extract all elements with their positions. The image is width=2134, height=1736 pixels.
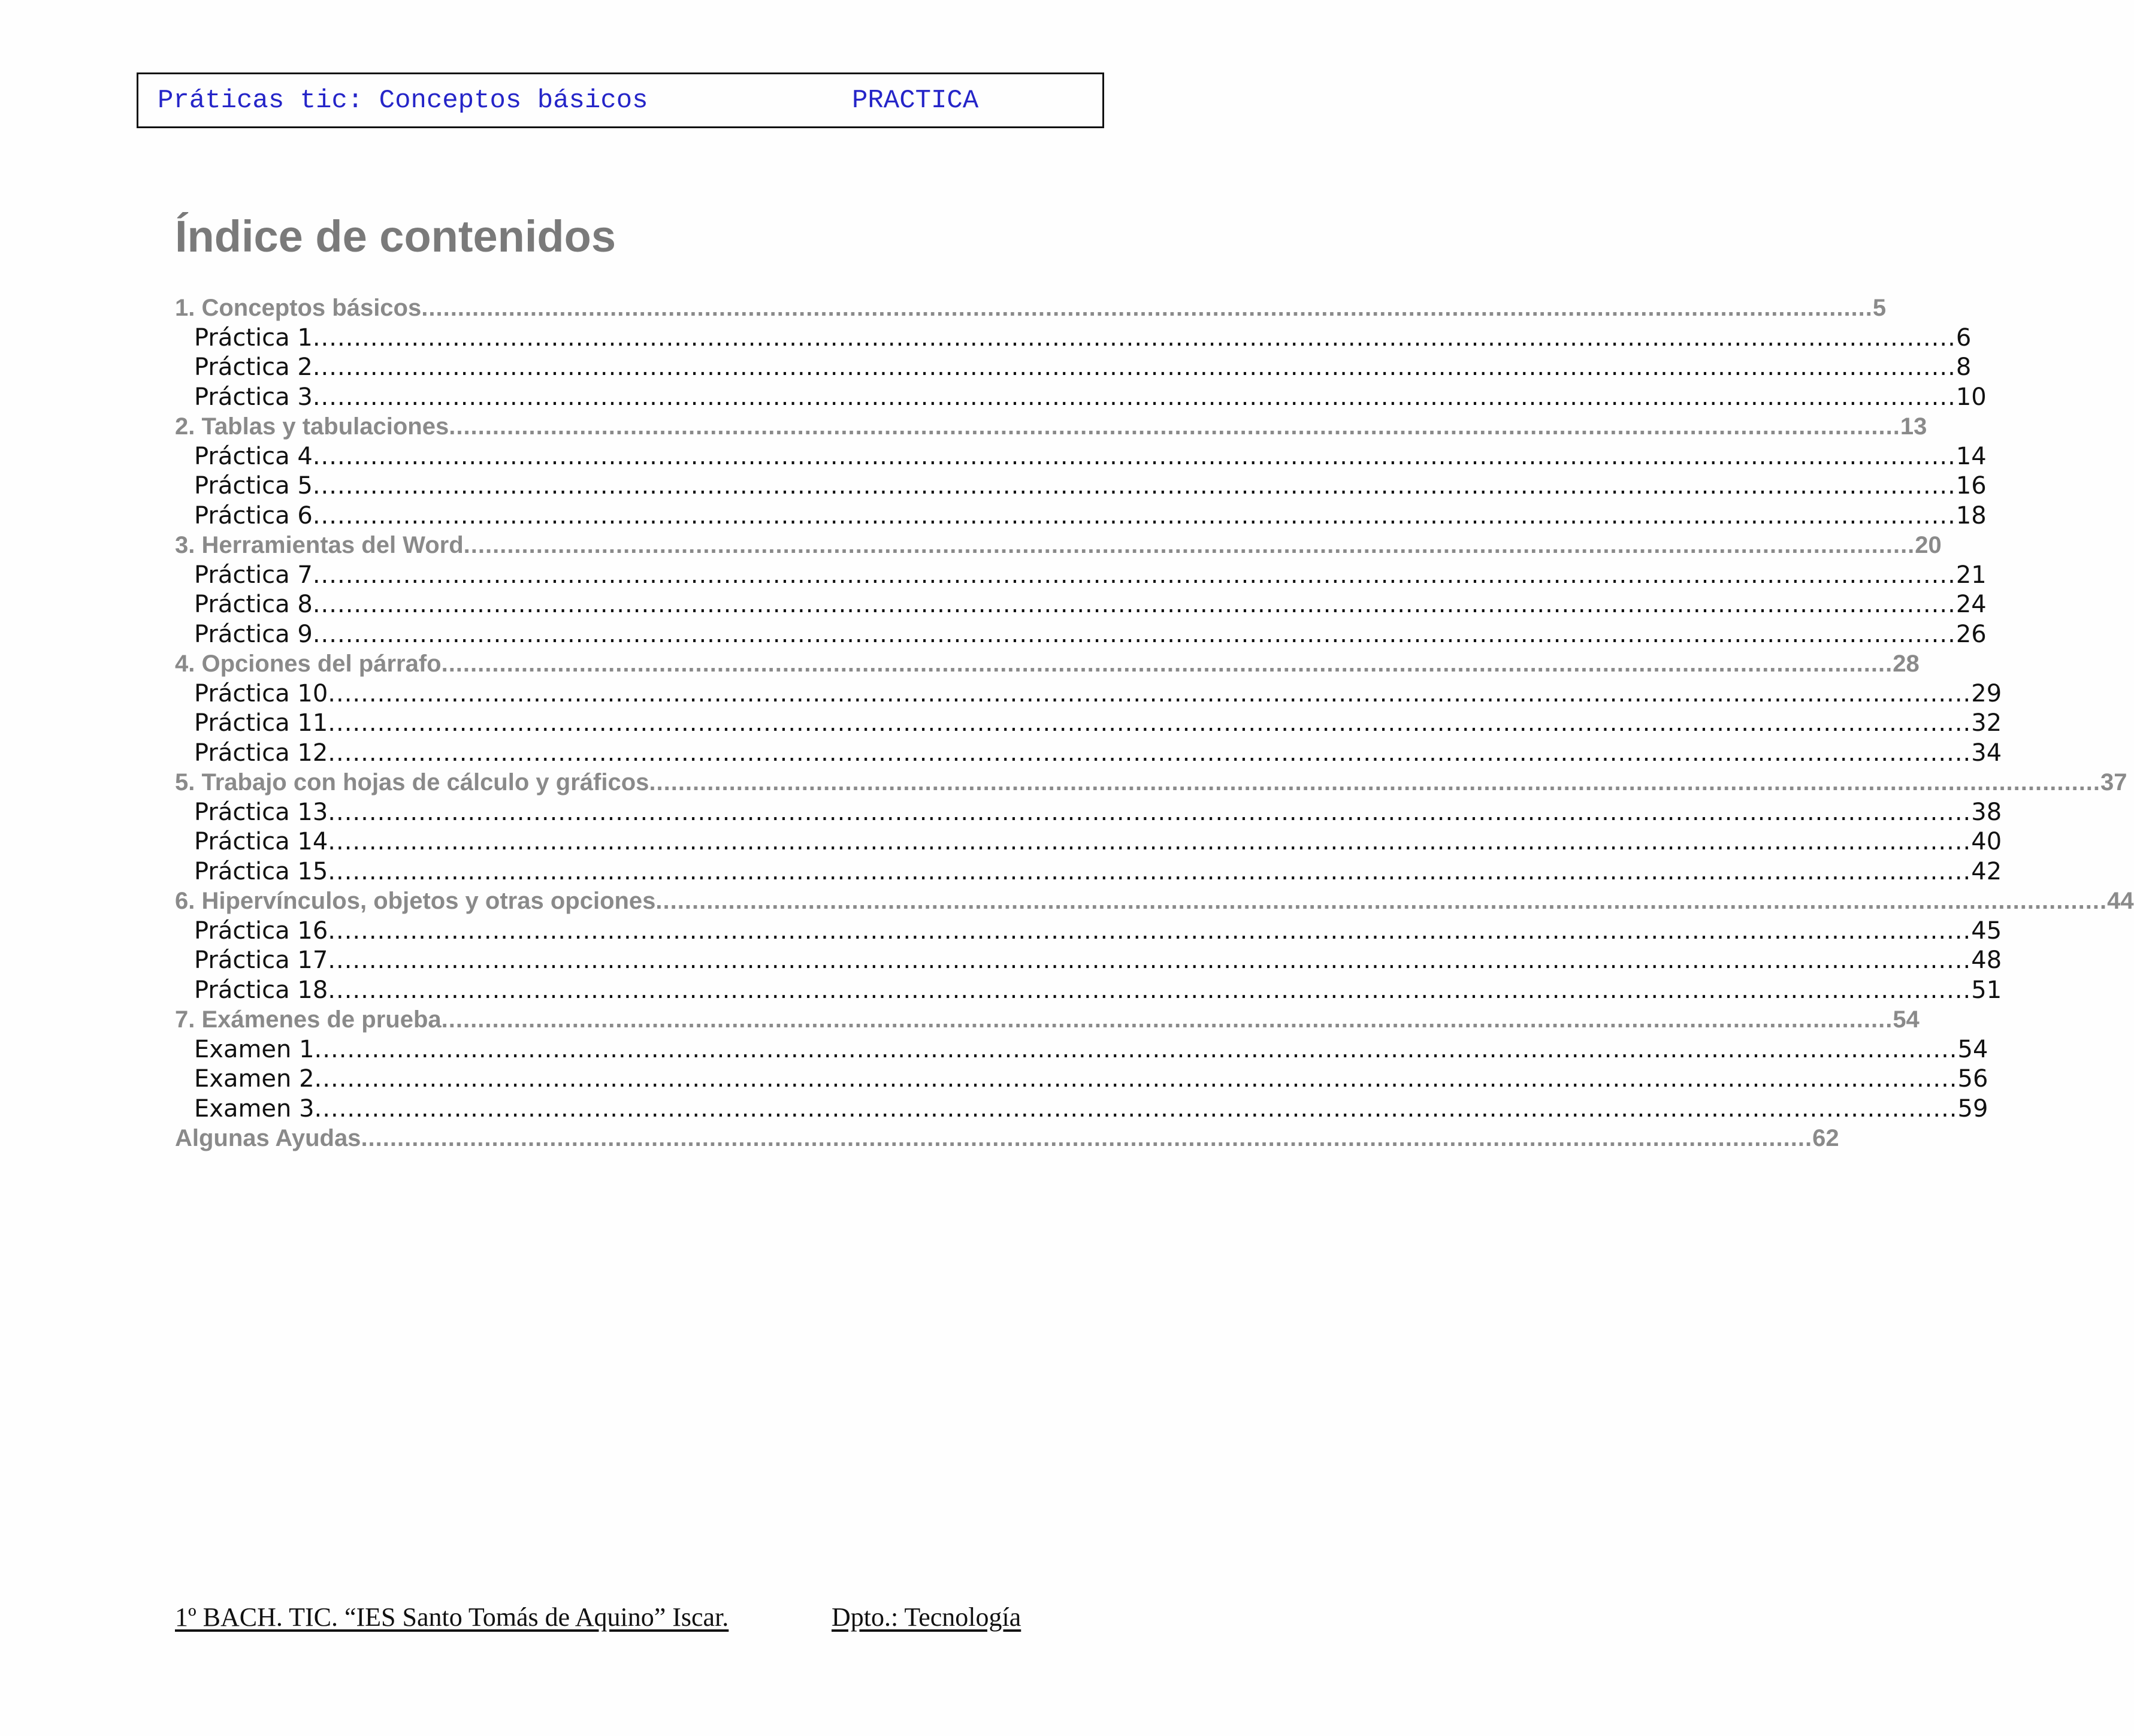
toc-subsection-entry[interactable] — [175, 709, 2002, 739]
toc-entry-page: 44 — [2107, 888, 2134, 914]
toc-entry-page: 8 — [1955, 353, 1972, 381]
toc-dot-leader: ........................................................................................................................................................................................................ — [312, 472, 1956, 500]
toc-entry-label: Práctica 17 — [194, 946, 328, 974]
toc-entry-label: 4. Opciones del párrafo — [175, 651, 442, 677]
toc-entry-label: Examen 1 — [194, 1035, 315, 1063]
toc-subsection-entry[interactable] — [175, 353, 1972, 383]
toc-entry-label: Práctica 12 — [194, 739, 328, 767]
toc-entry-label: Práctica 10 — [194, 679, 328, 707]
toc-subsection-entry[interactable] — [175, 976, 2002, 1006]
toc-dot-leader: ........................................................................................................................................................................................................ — [441, 1006, 1893, 1033]
toc-entry-page: 26 — [1955, 620, 1987, 648]
toc-entry-page: 54 — [1893, 1006, 1920, 1033]
toc-dot-leader: ........................................................................................................................................................................................................ — [441, 651, 1893, 677]
toc-dot-leader: ........................................................................................................................................................................................................ — [312, 323, 1956, 352]
toc-subsection-entry[interactable] — [175, 679, 2002, 709]
toc-title: Índice de contenidos — [175, 211, 616, 261]
toc-section-entry[interactable] — [175, 1124, 1839, 1154]
toc-dot-leader: ........................................................................................................................................................................................................ — [328, 946, 1972, 974]
toc-subsection-entry[interactable] — [175, 383, 1987, 413]
toc-section-entry[interactable] — [175, 887, 2134, 917]
toc-entry-page: 56 — [1957, 1065, 1988, 1093]
toc-entry-page: 42 — [1971, 857, 2002, 885]
toc-dot-leader: ........................................................................................................................................................................................................ — [328, 857, 1972, 885]
toc-dot-leader: ........................................................................................................................................................................................................ — [312, 620, 1956, 648]
toc-dot-leader: ........................................................................................................................................................................................................ — [449, 413, 1900, 440]
toc-subsection-entry[interactable] — [175, 1094, 1988, 1124]
toc-entry-page: 28 — [1893, 651, 1920, 677]
toc-dot-leader: ........................................................................................................................................................................................................ — [649, 769, 2101, 796]
toc-section-entry[interactable] — [175, 412, 1927, 442]
toc-dot-leader: ........................................................................................................................................................................................................ — [312, 561, 1956, 589]
toc-entry-label: 7. Exámenes de prueba — [175, 1006, 442, 1033]
toc-entry-page: 18 — [1955, 501, 1987, 530]
toc-subsection-entry[interactable] — [175, 1064, 1988, 1094]
toc-entry-label: Práctica 9 — [194, 620, 313, 648]
toc-entry-page: 40 — [1971, 828, 2002, 855]
toc-entry-label: Práctica 14 — [194, 828, 328, 855]
toc-entry-label: 5. Trabajo con hojas de cálculo y gráficos — [175, 769, 649, 796]
toc-entry-label: 2. Tablas y tabulaciones — [175, 413, 449, 440]
toc-dot-leader: ........................................................................................................................................................................................................ — [314, 1094, 1958, 1123]
toc-dot-leader: ........................................................................................................................................................................................................ — [312, 353, 1956, 381]
toc-subsection-entry[interactable] — [175, 1035, 1988, 1065]
toc-subsection-entry[interactable] — [175, 561, 1987, 591]
toc-subsection-entry[interactable] — [175, 827, 2002, 857]
page-header — [137, 72, 1104, 128]
toc-entry-page: 5 — [1872, 295, 1887, 321]
toc-entry-page: 24 — [1955, 591, 1987, 618]
toc-entry-page: 51 — [1971, 976, 2002, 1004]
toc-dot-leader: ........................................................................................................................................................................................................ — [463, 532, 1915, 558]
toc-entry-label: Práctica 15 — [194, 857, 328, 885]
toc-entry-label: Práctica 11 — [194, 709, 328, 737]
toc-entry-page: 13 — [1900, 413, 1927, 440]
toc-entry-label: Práctica 13 — [194, 798, 328, 826]
table-of-contents — [175, 294, 2134, 1154]
toc-subsection-entry[interactable] — [175, 946, 2002, 976]
toc-dot-leader: ........................................................................................................................................................................................................ — [655, 888, 2108, 914]
toc-entry-page: 48 — [1971, 946, 2002, 974]
toc-subsection-entry[interactable] — [175, 442, 1987, 472]
toc-subsection-entry[interactable] — [175, 501, 1987, 531]
toc-dot-leader: ........................................................................................................................................................................................................ — [312, 383, 1956, 411]
toc-entry-page: 59 — [1957, 1094, 1988, 1123]
toc-entry-page: 38 — [1971, 798, 2002, 826]
toc-dot-leader: ........................................................................................................................................................................................................ — [421, 295, 1873, 321]
toc-entry-page: 16 — [1955, 472, 1987, 500]
toc-dot-leader: ........................................................................................................................................................................................................ — [312, 591, 1956, 618]
toc-entry-label: Práctica 7 — [194, 561, 313, 589]
toc-subsection-entry[interactable] — [175, 857, 2002, 887]
toc-entry-label: Práctica 18 — [194, 976, 328, 1004]
toc-entry-page: 62 — [1812, 1125, 1839, 1151]
toc-dot-leader: ........................................................................................................................................................................................................ — [328, 917, 1972, 945]
toc-dot-leader: ........................................................................................................................................................................................................ — [314, 1035, 1958, 1063]
toc-dot-leader: ........................................................................................................................................................................................................ — [328, 828, 1972, 855]
toc-dot-leader: ........................................................................................................................................................................................................ — [312, 442, 1956, 470]
toc-entry-page: 37 — [2100, 769, 2127, 796]
toc-entry-label: Algunas Ayudas — [175, 1125, 361, 1151]
toc-entry-label: Práctica 16 — [194, 917, 328, 945]
toc-entry-label: 6. Hipervínculos, objetos y otras opciones — [175, 888, 656, 914]
toc-entry-page: 21 — [1955, 561, 1987, 589]
toc-subsection-entry[interactable] — [175, 917, 2002, 946]
toc-subsection-entry[interactable] — [175, 590, 1987, 620]
toc-dot-leader: ........................................................................................................................................................................................................ — [314, 1065, 1958, 1093]
toc-entry-label: Examen 3 — [194, 1094, 315, 1123]
toc-entry-page: 14 — [1955, 442, 1987, 470]
toc-entry-label: Práctica 1 — [194, 323, 313, 352]
toc-entry-page: 20 — [1915, 532, 1942, 558]
toc-subsection-entry[interactable] — [175, 739, 2002, 769]
toc-subsection-entry[interactable] — [175, 620, 1987, 650]
toc-entry-page: 10 — [1955, 383, 1987, 411]
toc-dot-leader: ........................................................................................................................................................................................................ — [361, 1125, 1813, 1151]
toc-entry-page: 54 — [1957, 1035, 1988, 1063]
footer-school: 1º BACH. TIC. “IES Santo Tomás de Aquino” Iscar. — [175, 1602, 729, 1632]
toc-entry-label: Práctica 5 — [194, 472, 313, 500]
toc-entry-label: 1. Conceptos básicos — [175, 295, 422, 321]
toc-section-entry[interactable] — [175, 1005, 1920, 1035]
toc-dot-leader: ........................................................................................................................................................................................................ — [328, 739, 1972, 767]
header-section: PRACTICA — [852, 86, 979, 116]
toc-section-entry[interactable] — [175, 531, 1942, 561]
toc-entry-label: Práctica 3 — [194, 383, 313, 411]
toc-entry-label: Práctica 6 — [194, 501, 313, 530]
toc-entry-label: Práctica 8 — [194, 591, 313, 618]
toc-dot-leader: ........................................................................................................................................................................................................ — [328, 679, 1972, 707]
toc-dot-leader: ........................................................................................................................................................................................................ — [328, 709, 1972, 737]
toc-section-entry[interactable] — [175, 649, 1920, 679]
toc-section-entry[interactable] — [175, 768, 2127, 798]
toc-entry-label: Práctica 2 — [194, 353, 313, 381]
toc-entry-page: 34 — [1971, 739, 2002, 767]
toc-entry-page: 32 — [1971, 709, 2002, 737]
toc-dot-leader: ........................................................................................................................................................................................................ — [328, 976, 1972, 1004]
toc-dot-leader: ........................................................................................................................................................................................................ — [312, 501, 1956, 530]
toc-entry-label: Examen 2 — [194, 1065, 315, 1093]
toc-entry-label: Práctica 4 — [194, 442, 313, 470]
footer-department: Dpto.: Tecnología — [832, 1602, 1021, 1632]
toc-section-entry[interactable] — [175, 294, 1887, 323]
toc-subsection-entry[interactable] — [175, 798, 2002, 828]
toc-dot-leader: ........................................................................................................................................................................................................ — [328, 798, 1972, 826]
toc-entry-page: 45 — [1971, 917, 2002, 945]
toc-entry-label: 3. Herramientas del Word — [175, 532, 464, 558]
toc-entry-page: 29 — [1971, 679, 2002, 707]
header-title: Práticas tic: Conceptos básicos — [158, 86, 648, 116]
toc-subsection-entry[interactable] — [175, 471, 1987, 501]
toc-entry-page: 6 — [1955, 323, 1972, 352]
toc-subsection-entry[interactable] — [175, 323, 1972, 353]
